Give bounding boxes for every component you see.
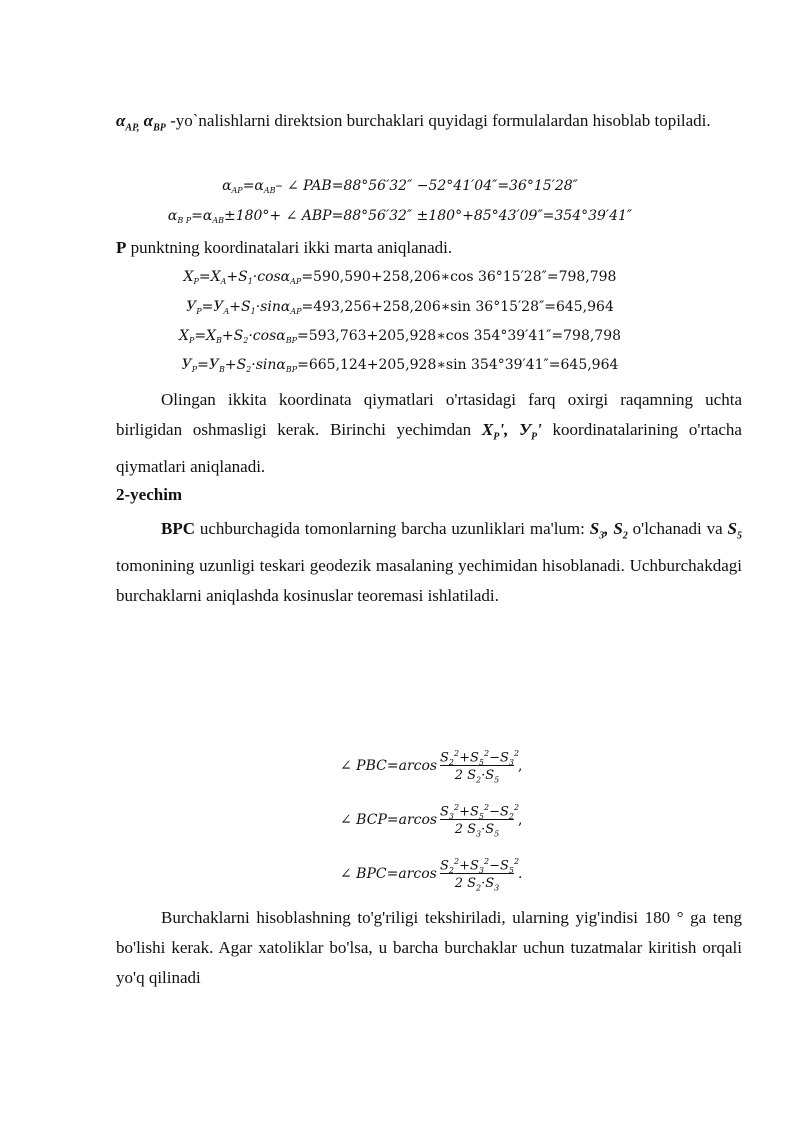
paragraph-bpc-triangle: BPC uchburchagida tomonlarning barcha uzunliklari ma'lum: $S_3$, $S_2$ o'lchanadi va $S_5$ tomonining uzunligi teskari geodezik masalaning yechimidan hisoblanadi. Uchburchakdagi burchaklarni aniqlashda kosinuslar teoremasi ishlatiladi. — [116, 519, 743, 606]
alpha-bp-symbol: α — [143, 111, 154, 130]
section-heading: 2-yechim — [116, 485, 183, 504]
alpha-bp-subscript: BP — [153, 122, 166, 134]
equation-xp-1: $X_P=X_A+S_1\cdot\cos\alpha_{AP}=590,590+258,206∗\cos$ 36°15′28″=798,798 — [183, 269, 617, 286]
alpha-ap-subscript: AP, — [125, 122, 140, 134]
equation-alpha-ap: $\alpha_{AP}=\alpha_{AB}-$ ∠ PAB=88°56′32″ −52°41′04″=36°15′28″ — [222, 178, 578, 195]
p-coordinates-line: P punktning koordinatalari ikki marta aniqlanadi. — [116, 238, 453, 257]
equation-alpha-bp: $\alpha_{B P}=\alpha_{AB}\pm 180^\circ+$ ∠ ABP=88°56′32″ ±180°+85°43′09″=354°39′41″ — [167, 208, 633, 225]
alpha-ap-symbol: α — [116, 111, 126, 130]
equation-yp-1: $У_P=У_A+S_1\cdot\sin\alpha_{AP}=493,256+258,206∗\sin$ 36°15′28″=645,964 — [186, 299, 614, 316]
document-page: $\alpha_{AP,}$ $\alpha_{BP}$ -yo`nalishlarni direktsion burchaklari quyidagi formulalardan hisoblab topiladi. $\alpha_{AP}=\alpha_{AB}-$ ∠ PAB=88°56′32″ −52°41′04″=36°15′28″ $\alpha_{B P}=\alpha_{AB}\pm 180^\circ+$ ∠ ABP=88°56′32″ ±180°+85°43′09″=354°39′41″ P punktning koordinatalari ikki marta aniqlanadi. $X_P=X_A+S_1\cdot\cos\alpha_{AP}=590,590+258,206∗\cos$ 36°15′28″=798,798 $У_P=У_A+S_1\cdot\sin\alpha_{AP}=493,256+258,206∗\sin$ 36°15′28″=645,964 $X_P=X_B+S_2\cdot\cos\alpha_{BP}=593,763+205,928∗\cos$ 354°39′41″=798,798 $У_P=У_B+S_2\cdot\sin\alpha_{BP}=665,124+205,928∗\sin$ 354°39′41″=645,964 Olingan ikkita koordinata qiymatlari o'rtasidagi farq oxirgi raqamning uchta birligidan oshmasligi kerak. Birinchi yechimdan $X_P'$, $У_P'$ koordinatalarining o'rtacha qiymatlari aniqlanadi. 2-yechim BPC uchburchagida tomonlarning barcha uzunliklari ma'lum: $S_3$, $S_2$ o'lchanadi va $S_5$ tomonining uzunligi teskari geodezik masalaning yechimidan hisoblanadi. Uchburchakdagi burchaklarni aniqlashda kosinuslar teoremasi ishlatiladi. ∠ PBC=arcos $S_2^2+S_5^2-S_3^2$ 2 $S_2\cdot S_5$ , ∠ BCP=arcos $S_3^2+S_5^2-S_2^2$ 2 $S_3\cdot S_5$ , ∠ BPC=arcos $S_2^2+S_3^2-S_5^2$ 2 $S_2\cdot S_3$ . Burchaklarni hisoblashning to'g'riligi tekshiriladi, ularning yig'indisi 180 ° ga teng bo'lishi kerak. Agar xatoliklar bo'lsa, u barcha burchaklar uchun tuzatmalar kiritish orqali yo'q qilinadi — [0, 0, 800, 1131]
intro-paragraph — [116, 106, 742, 143]
intro-text: -yo`nalishlarni direktsion burchaklari quyidagi formulalardan hisoblab — [170, 111, 651, 130]
equation-yp-2: $У_P=У_B+S_2\cdot\sin\alpha_{BP}=665,124+205,928∗\sin$ 354°39′41″=645,964 — [181, 357, 619, 374]
intro-text-2: topiladi. — [654, 111, 711, 130]
paragraph-difference: Olingan ikkita koordinata qiymatlari o'rtasidagi farq oxirgi raqamning uchta birligidan oshmasligi kerak. Birinchi yechimdan $X_P'$, $У_P'$ koordinatalarining o'rtacha qiymatlari aniqlanadi. — [116, 390, 742, 477]
paragraph-check-angles: Burchaklarni hisoblashning to'g'riligi tekshiriladi, ularning yig'indisi 180 ° ga teng bo'lishi kerak. Agar xatoliklar bo'lsa, u barcha burchaklar uchun tuzatmalar kiritish orqali yo'q qilinadi — [116, 908, 742, 987]
equation-xp-2: $X_P=X_B+S_2\cdot\cos\alpha_{BP}=593,763+205,928∗\cos$ 354°39′41″=798,798 — [178, 328, 622, 345]
